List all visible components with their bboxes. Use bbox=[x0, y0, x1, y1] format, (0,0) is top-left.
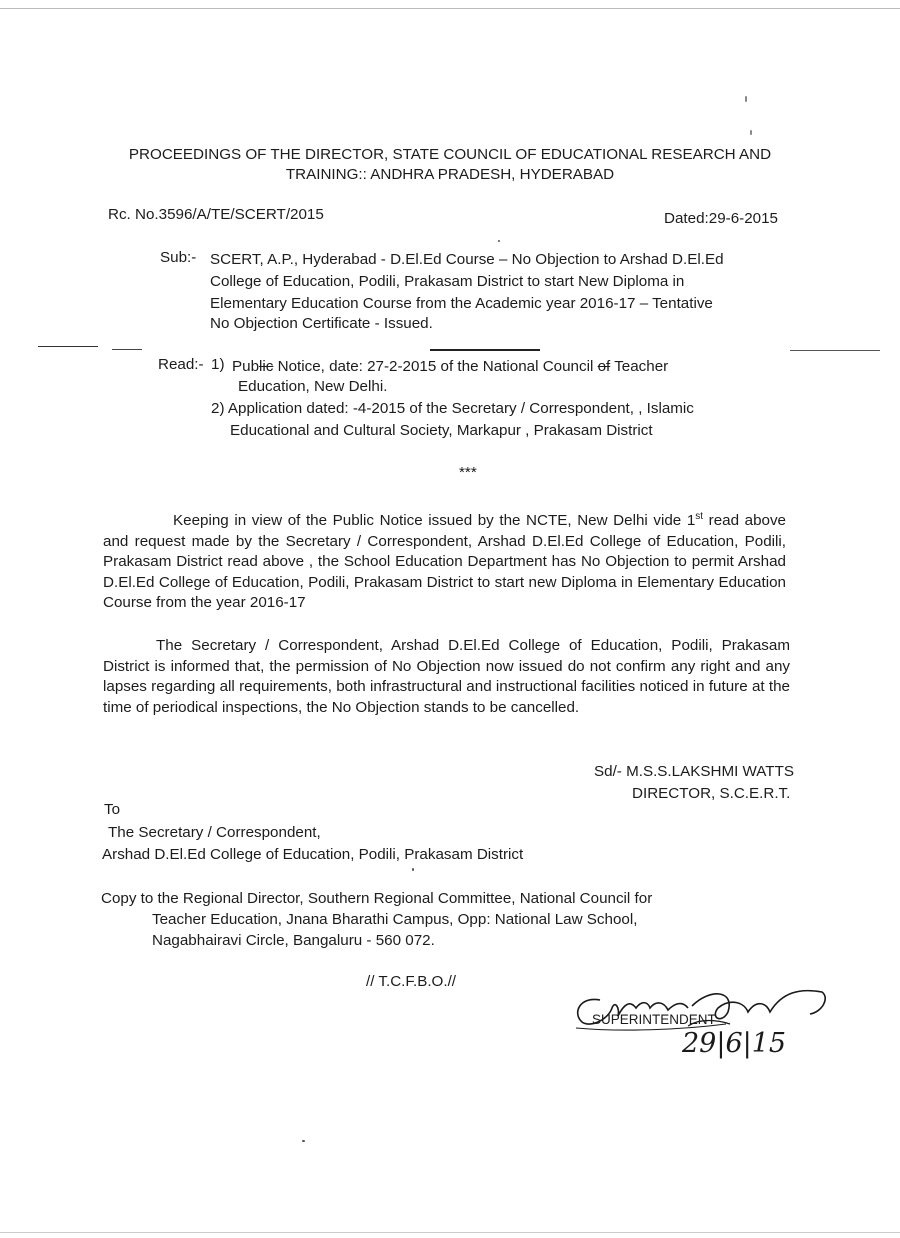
body-paragraph-2: The Secretary / Correspondent, Arshad D.El.Ed College of Education, Podili, Prakasam District is informed that, the permission of No Objection now issued do not confirm any right and any lapses regarding all requirements, both infrastructural and instructional facilities noticed in future at the time of periodical inspections, the No Objection stands to be cancelled. bbox=[103, 637, 790, 716]
attestation-date: 29|6|15 bbox=[682, 1028, 787, 1059]
read-item-1-line-1 bbox=[232, 357, 668, 377]
tcfbo-mark: // T.C.F.B.O.// bbox=[366, 973, 457, 990]
scan-stroke bbox=[38, 346, 98, 347]
scan-speck bbox=[745, 96, 747, 102]
subject-line: Elementary Education Course from the Academic year 2016-17 – Tentative bbox=[210, 295, 713, 312]
superintendent-stamp: SUPERINTENDENT bbox=[592, 1012, 716, 1027]
struck-text: lic bbox=[259, 358, 274, 375]
body-paragraph-1 bbox=[103, 507, 786, 614]
signatory-designation: DIRECTOR, S.C.E.R.T. bbox=[632, 785, 791, 802]
scan-edge-top bbox=[0, 8, 900, 9]
read-item-1-text: Pub bbox=[232, 358, 260, 375]
subject-line: No Objection Certificate - Issued. bbox=[210, 315, 433, 332]
scan-speck bbox=[498, 240, 500, 242]
read-item-1-text: Notice, date: 27-2-2015 of the National Council bbox=[273, 358, 598, 375]
scan-speck bbox=[750, 130, 752, 135]
heading-line-1: PROCEEDINGS OF THE DIRECTOR, STATE COUNCIL OF EDUCATIONAL RESEARCH AND bbox=[128, 146, 772, 163]
scan-speck bbox=[412, 868, 414, 871]
read-item-2-line-2: Educational and Cultural Society, Markapur , Prakasam District bbox=[230, 422, 653, 439]
scan-edge-bottom bbox=[0, 1232, 900, 1233]
superscript: st bbox=[695, 511, 704, 522]
subject-line: SCERT, A.P., Hyderabad - D.El.Ed Course – No Objection to Arshad D.El.Ed bbox=[210, 251, 724, 268]
scan-stroke bbox=[112, 349, 142, 350]
addressee-line-2: Arshad D.El.Ed College of Education, Podili, Prakasam District bbox=[102, 846, 524, 863]
read-item-2-line-1: 2) Application dated: -4-2015 of the Secretary / Correspondent, , Islamic bbox=[211, 400, 694, 417]
to-label: To bbox=[104, 801, 121, 818]
reference-number: Rc. No.3596/A/TE/SCERT/2015 bbox=[108, 206, 324, 223]
copy-to-line-2: Teacher Education, Jnana Bharathi Campus, Opp: National Law School, bbox=[152, 911, 638, 928]
scan-speck bbox=[302, 1140, 305, 1142]
section-separator: *** bbox=[459, 464, 477, 481]
addressee-line-1: The Secretary / Correspondent, bbox=[108, 824, 321, 841]
struck-text: of bbox=[597, 358, 611, 375]
paragraph-text: read above and request made by the Secretary / Correspondent, Arshad D.El.Ed College of Education, Podili, Prakasam District read above , the School Education Department has No Objection to permit Arshad D.El.Ed College of Education, Podili, Prakasam District to start new Diploma in Elementary Education Course from the year 2016-17 bbox=[103, 512, 786, 612]
subject-line: College of Education, Podili, Prakasam District to start New Diploma in bbox=[210, 273, 685, 290]
scan-stroke bbox=[430, 349, 540, 351]
read-item-1-text: Teacher bbox=[610, 358, 669, 375]
scan-stroke bbox=[790, 350, 880, 351]
subject-label: Sub:- bbox=[160, 249, 197, 266]
read-label: Read:- bbox=[158, 356, 204, 373]
date-line: Dated:29-6-2015 bbox=[664, 210, 778, 227]
copy-to-line-1: Copy to the Regional Director, Southern Regional Committee, National Council for bbox=[101, 890, 653, 907]
read-item-1-line-2: Education, New Delhi. bbox=[238, 378, 388, 395]
read-item-1-number: 1) bbox=[211, 356, 225, 373]
signatory-name: Sd/- M.S.S.LAKSHMI WATTS bbox=[594, 763, 794, 780]
paragraph-text: Keeping in view of the Public Notice issued by the NCTE, New Delhi vide 1 bbox=[173, 512, 696, 530]
heading-line-2: TRAINING:: ANDHRA PRADESH, HYDERABAD bbox=[285, 166, 615, 183]
copy-to-line-3: Nagabhairavi Circle, Bangaluru - 560 072. bbox=[152, 932, 435, 949]
